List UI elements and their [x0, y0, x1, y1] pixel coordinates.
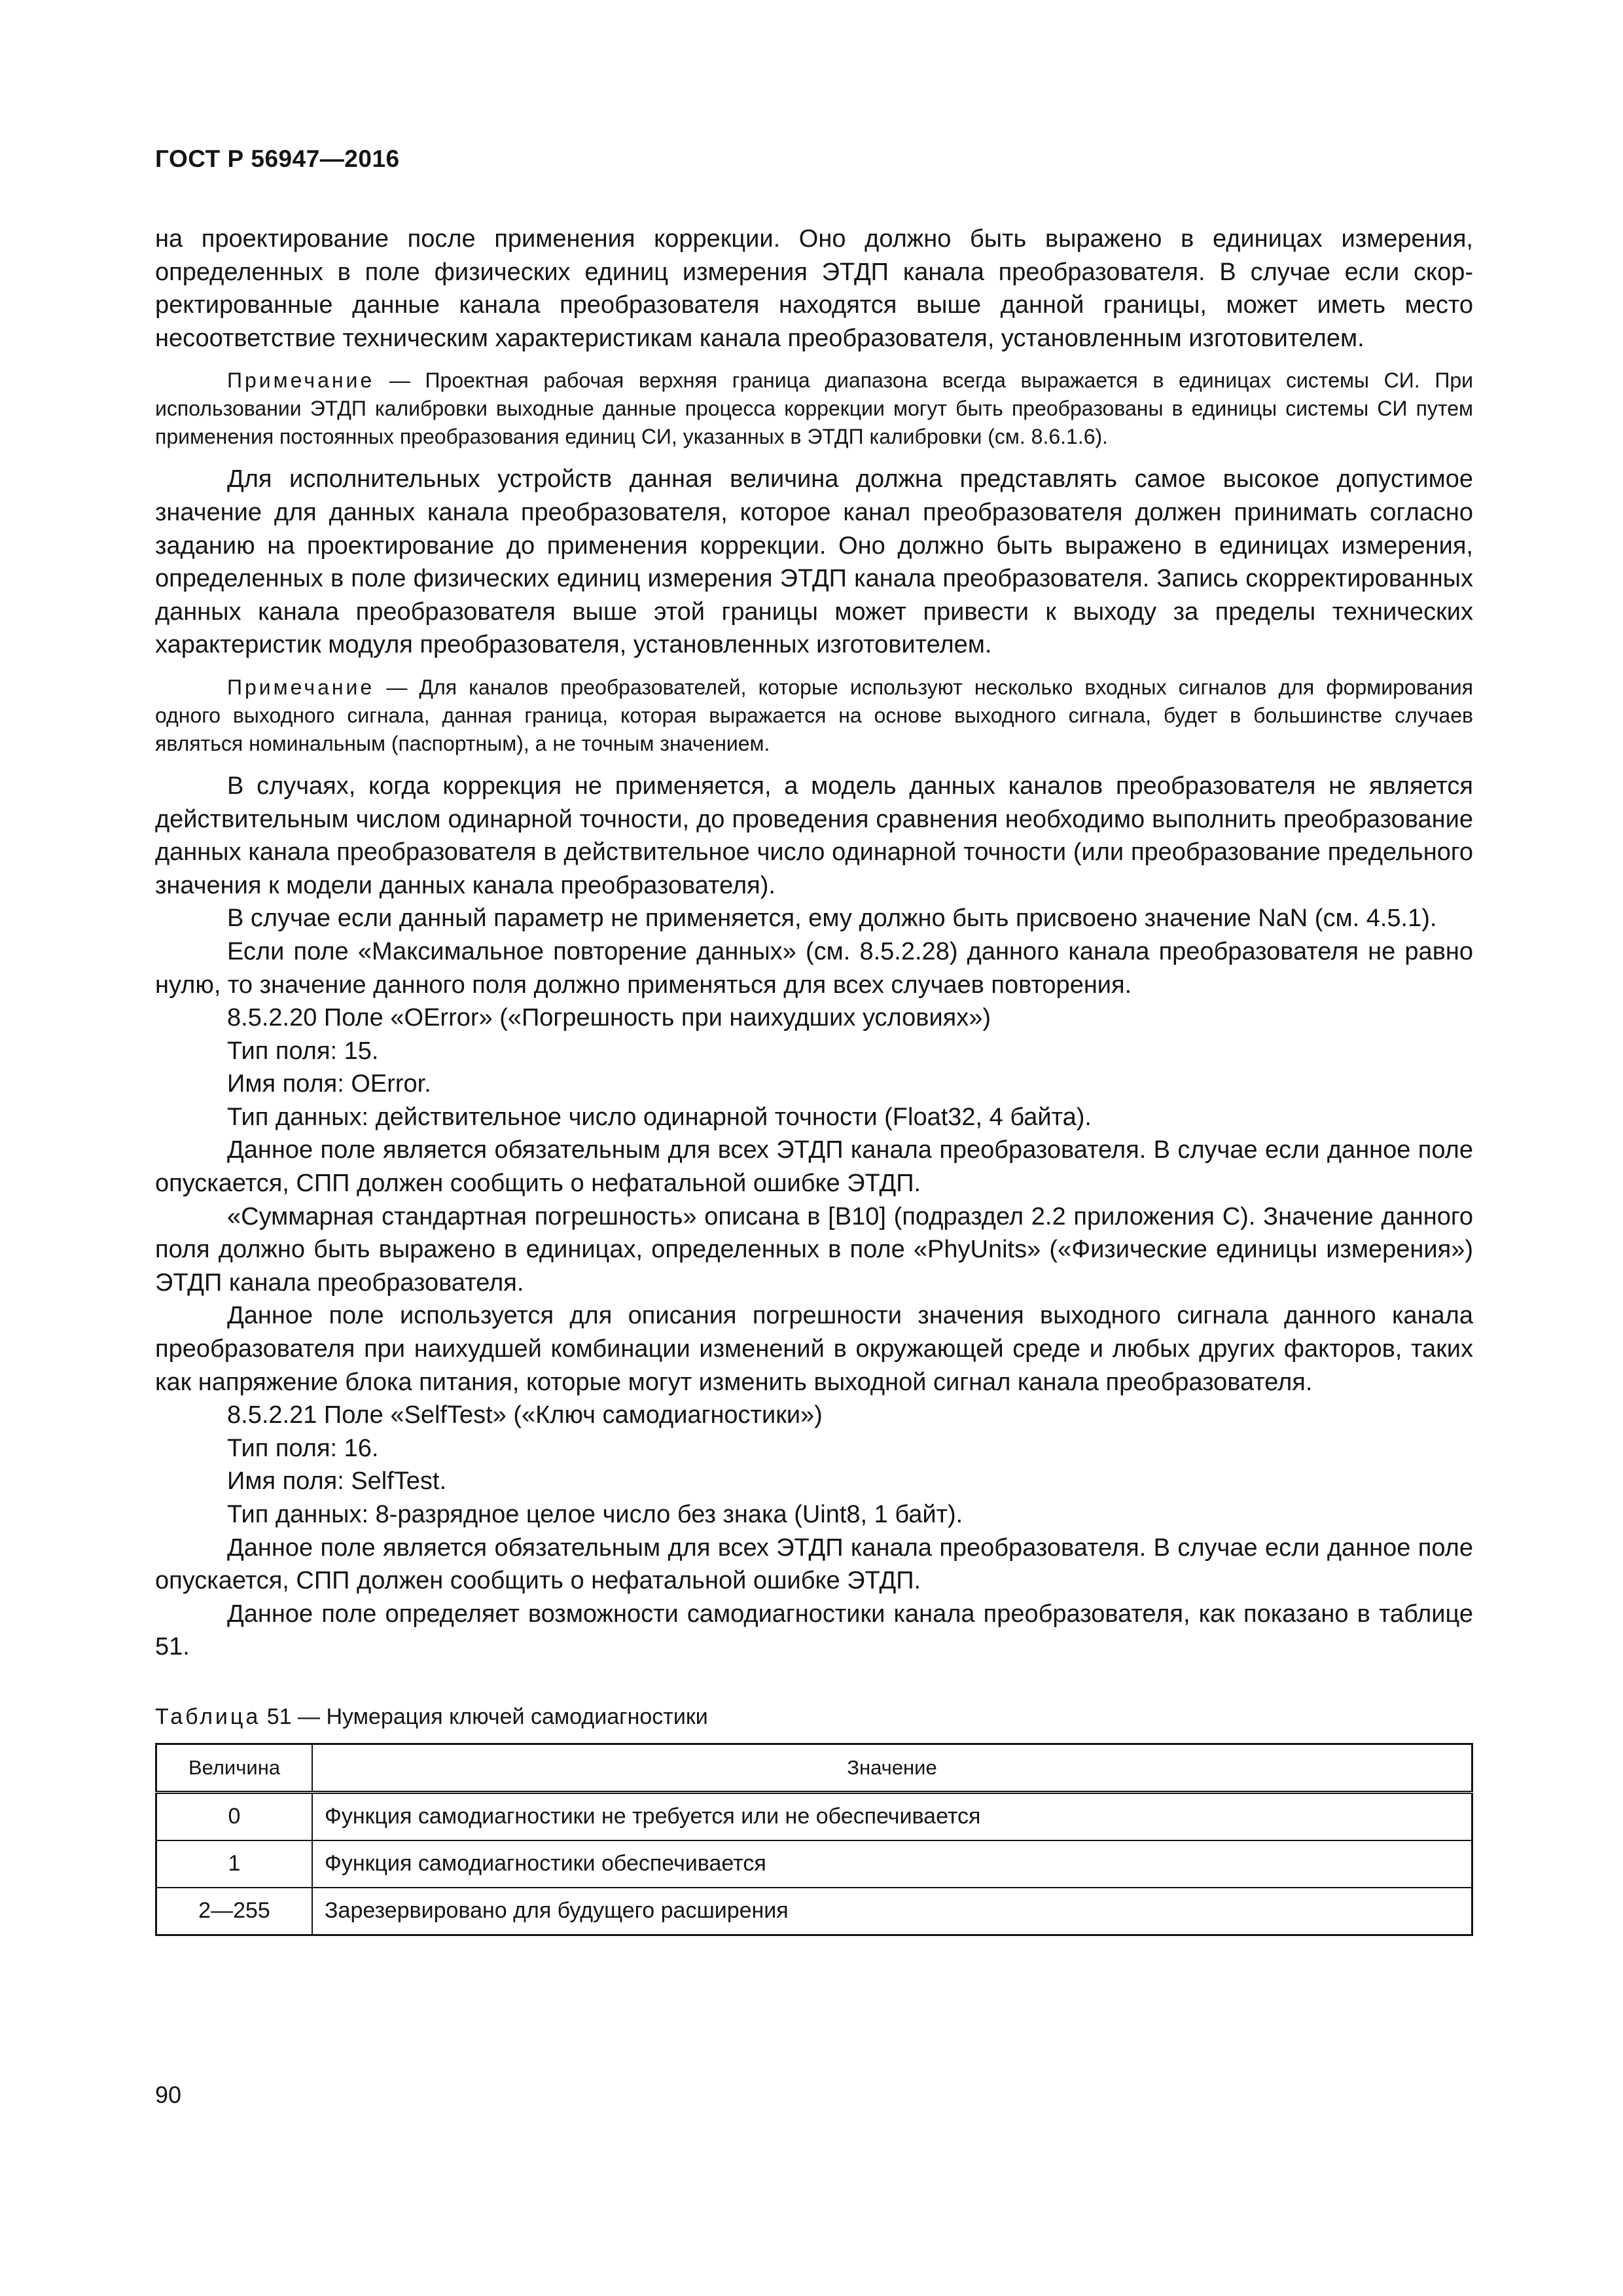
note-label: Примечание [227, 675, 375, 699]
document-header: ГОСТ Р 56947—2016 [155, 145, 400, 172]
paragraph: Тип поля: 16. [227, 1434, 379, 1462]
paragraph: на проектирование после применения коррекции. Оно должно быть выражено в единицах измерения, определенных в поле физических единиц измерения ЭТДП канала преобразователя. В случае если скорректированные данные канала преобразователя находятся выше данной границы, может иметь место несоответствие техническим характеристикам канала преобразователя, установленным изготовителем. [155, 225, 1473, 352]
table-header-row [156, 1744, 1472, 1792]
paragraph: «Суммарная стандартная погрешность» описана в [В10] (подраздел 2.2 приложения С). Значение данного поля должно быть выражено в единицах, определенных в поле «PhyUnits» («Физические единицы измерения») ЭТДП канала преобразователя. [155, 1202, 1473, 1297]
note [155, 367, 1473, 451]
paragraph: Имя поля: SelfTest. [227, 1467, 447, 1496]
column-header-value: Величина [156, 1744, 313, 1792]
table-caption-label: Таблица [155, 1704, 261, 1729]
paragraph: В случаях, когда коррекция не применяется, а модель данных каналов преобразователя не является действительным числом одинарной точности, до проведения сравнения необходимо выполнить преобразование данных канала преобразователя в действительное число одинарной точности (или преобразование предельного значения к модели данных канала преобразователя). [155, 772, 1473, 899]
table-cell-meaning: Функция самодиагностики не требуется или не обеспечивается [312, 1792, 1472, 1840]
self-test-table [155, 1743, 1473, 1936]
table-cell-meaning: Функция самодиагностики обеспечивается [312, 1840, 1472, 1888]
paragraph: В случае если данный параметр не применяется, ему должно быть присвоено значение NaN (см. 4.5.1). [227, 905, 1437, 933]
table-caption [155, 1704, 1473, 1730]
paragraph: Тип данных: 8-разрядное целое число без знака (Uint8, 1 байт). [227, 1501, 963, 1528]
note-text: — Для каналов преобразователей, которые используют несколько входных сигналов для формирования одного выходного сигнала, данная граница, которая выражается на основе выходного сигнала, будет в большинстве случаев являться номинальным (паспортным), а не точным значением. [155, 675, 1473, 755]
column-header-meaning: Значение [312, 1744, 1472, 1792]
table-row [156, 1840, 1472, 1888]
paragraph: Тип поля: 15. [227, 1037, 379, 1065]
page-number: 90 [155, 2081, 182, 2108]
paragraph: Данное поле является обязательным для всех ЭТДП канала преобразователя. В случае если данное поле опускается, СПП должен сообщить о нефатальной ошибке ЭТДП. [155, 1534, 1473, 1595]
paragraph: Тип данных: действительное число одинарной точности (Float32, 4 байта). [227, 1103, 1092, 1131]
paragraph: Данное поле является обязательным для всех ЭТДП канала преобразователя. В случае если данное поле опускается, СПП должен сообщить о нефатальной ошибке ЭТДП. [155, 1136, 1473, 1198]
paragraph: Данное поле используется для описания погрешности значения выходного сигнала данного канала преобразователя при наихудшей комбинации изменений в окружающей среде и любых других факторов, таких как напряжение блока питания, которые могут изменить выходной сигнал канала преобразователя. [155, 1302, 1473, 1396]
table-cell-value: 1 [156, 1840, 313, 1888]
paragraph: Если поле «Максимальное повторение данных» (см. 8.5.2.28) данного канала преобразователя не равно нулю, то значение данного поля должно применяться для всех случаев повторения. [155, 937, 1473, 999]
paragraph: Для исполнительных устройств данная величина должна представлять самое высокое допустимое значение для данных канала преобразователя, которое канал преобразователя должен принимать согласно заданию на проектирование до применения коррекции. Оно должно быть выражено в единицах измерения, определенных в поле физических единиц измерения ЭТДП канала преобразователя. Запись скорректированных данных канала преобразователя выше этой границы может привести к выходу за пределы технических характеристик модуля преобразователя, установленных изготовителем. [155, 465, 1473, 659]
table-cell-meaning: Зарезервировано для будущего расширения [312, 1888, 1472, 1935]
document-body [155, 223, 1473, 1936]
note [155, 673, 1473, 758]
table-caption-text: 51 — Нумерация ключей самодиагностики [260, 1704, 708, 1729]
note-text: — Проектная рабочая верхняя граница диапазона всегда выражается в единицах системы СИ. При использовании ЭТДП калибровки выходные данные процесса коррекции могут быть преобразованы в единицы системы СИ путем применения постоянных преобразования единиц СИ, указанных в ЭТДП калибровки (см. 8.6.1.6). [155, 368, 1473, 449]
table-cell-value: 0 [156, 1792, 313, 1840]
table-row [156, 1792, 1472, 1840]
table-row [156, 1888, 1472, 1935]
paragraph: Имя поля: OError. [227, 1070, 431, 1098]
paragraph: Данное поле определяет возможности самодиагностики канала преобразователя, как показано в таблице 51. [155, 1600, 1473, 1661]
note-label: Примечание [227, 368, 375, 393]
section-heading: 8.5.2.20 Поле «OError» («Погрешность при наихудших условиях») [227, 1004, 991, 1032]
section-heading: 8.5.2.21 Поле «SelfTest» («Ключ самодиагностики») [227, 1401, 823, 1429]
table-cell-value: 2—255 [156, 1888, 313, 1935]
